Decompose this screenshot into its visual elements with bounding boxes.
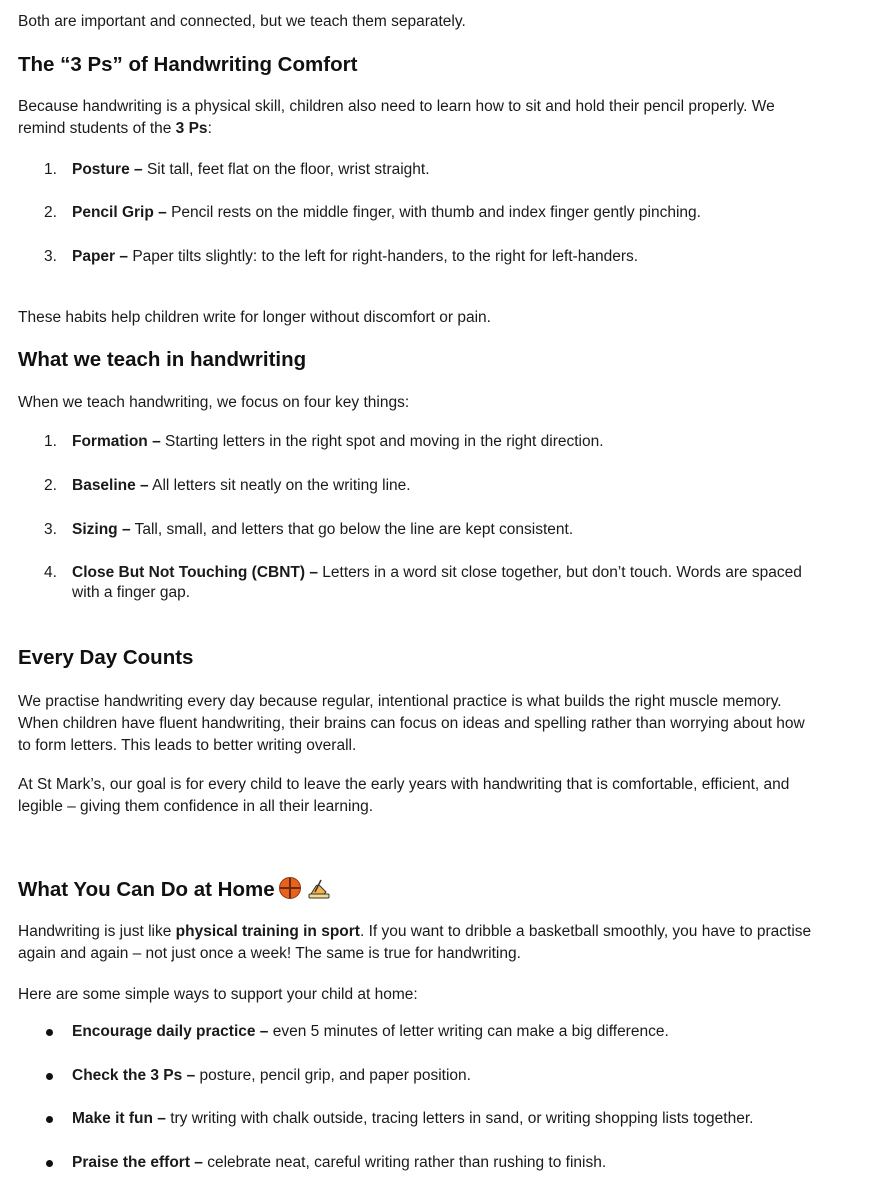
list-item-term: Praise the effort – [72, 1154, 203, 1171]
list-item-text: Sit tall, feet flat on the floor, wrist straight. [142, 161, 430, 178]
list-item [72, 432, 862, 452]
three-ps-closing: These habits help children write for longer without discomfort or pain. [18, 309, 491, 326]
basketball-icon [279, 877, 301, 899]
every-day-paragraph-2 [18, 774, 789, 818]
three-ps-lead-line1: Because handwriting is a physical skill, children also need to learn how to sit and hold their pencil properly. We [18, 98, 775, 115]
paragraph-line: When children have fluent handwriting, their brains can focus on ideas and spelling rather than worrying about how [18, 715, 805, 732]
three-ps-lead-bold: 3 Ps [175, 120, 208, 137]
list-item [72, 476, 862, 496]
home-heading-text: What You Can Do at Home [18, 878, 275, 901]
list-item [72, 1153, 862, 1173]
paragraph-line: We practise handwriting every day because regular, intentional practice is what builds the right muscle memory. [18, 693, 782, 710]
list-item [72, 203, 862, 223]
list-item [72, 1066, 862, 1086]
list-item [72, 1109, 862, 1129]
list-item-term: Paper – [72, 248, 129, 265]
bullet-icon [46, 1073, 53, 1080]
what-we-teach-lead: When we teach handwriting, we focus on four key things: [18, 394, 410, 411]
bullet-icon [46, 1116, 53, 1123]
what-we-teach-heading: What we teach in handwriting [18, 348, 307, 371]
paragraph-text: Handwriting is just like [18, 923, 176, 940]
list-number: 4. [44, 564, 57, 581]
list-item [72, 160, 862, 180]
list-item-term: Check the 3 Ps – [72, 1067, 196, 1084]
list-item-term: Baseline – [72, 477, 149, 494]
writing-hand-icon [307, 878, 331, 900]
three-ps-lead [18, 96, 775, 140]
list-item-text: try writing with chalk outside, tracing letters in sand, or writing shopping lists together. [165, 1110, 754, 1127]
list-item [72, 247, 862, 267]
list-item-term: Encourage daily practice – [72, 1023, 269, 1040]
list-item-term: Close But Not Touching (CBNT) – [72, 564, 318, 581]
list-number: 3. [44, 521, 57, 538]
list-item-term: Pencil Grip – [72, 204, 167, 221]
list-item-text: Starting letters in the right spot and moving in the right direction. [160, 433, 604, 450]
list-item-term: Formation – [72, 433, 161, 450]
list-number: 2. [44, 477, 57, 494]
intro-text: Both are important and connected, but we teach them separately. [18, 13, 466, 30]
three-ps-heading: The “3 Ps” of Handwriting Comfort [18, 53, 358, 76]
list-item [72, 520, 862, 540]
list-item-text-continued: with a finger gap. [72, 584, 191, 601]
list-item-term: Posture – [72, 161, 143, 178]
list-number: 1. [44, 433, 57, 450]
paragraph-bold: physical training in sport [175, 923, 360, 940]
list-item-text: even 5 minutes of letter writing can make a big difference. [268, 1023, 669, 1040]
list-item-text: All letters sit neatly on the writing line. [148, 477, 411, 494]
three-ps-lead-line2: remind students of the [18, 120, 176, 137]
bullet-icon [46, 1029, 53, 1036]
paragraph-line: to form letters. This leads to better writing overall. [18, 737, 357, 754]
list-item-text: Pencil rests on the middle finger, with thumb and index finger gently pinching. [166, 204, 701, 221]
three-ps-lead-end: : [207, 120, 212, 137]
paragraph-text: . If you want to dribble a basketball smoothly, you have to practise [359, 923, 812, 940]
paragraph-line: At St Mark’s, our goal is for every child to leave the early years with handwriting that is comfortable, efficient, and [18, 776, 790, 793]
list-number: 2. [44, 204, 57, 221]
list-item-text: Letters in a word sit close together, but don’t touch. Words are spaced [317, 564, 802, 581]
paragraph-line: again and again – not just once a week! The same is true for handwriting. [18, 945, 521, 962]
list-item [72, 1022, 862, 1042]
every-day-paragraph-1 [18, 691, 805, 757]
bullet-icon [46, 1160, 53, 1167]
list-number: 1. [44, 161, 57, 178]
home-heading [18, 877, 331, 902]
paragraph-line: legible – giving them confidence in all their learning. [18, 798, 373, 815]
list-item [72, 563, 862, 603]
list-number: 3. [44, 248, 57, 265]
every-day-heading: Every Day Counts [18, 646, 194, 669]
list-item-text: Tall, small, and letters that go below the line are kept consistent. [130, 521, 574, 538]
list-item-text: posture, pencil grip, and paper position. [195, 1067, 471, 1084]
home-paragraph-2: Here are some simple ways to support your child at home: [18, 986, 418, 1003]
list-item-text: Paper tilts slightly: to the left for right-handers, to the right for left-handers. [128, 248, 639, 265]
list-item-term: Sizing – [72, 521, 131, 538]
home-paragraph-1 [18, 921, 811, 965]
list-item-text: celebrate neat, careful writing rather than rushing to finish. [202, 1154, 607, 1171]
list-item-term: Make it fun – [72, 1110, 166, 1127]
